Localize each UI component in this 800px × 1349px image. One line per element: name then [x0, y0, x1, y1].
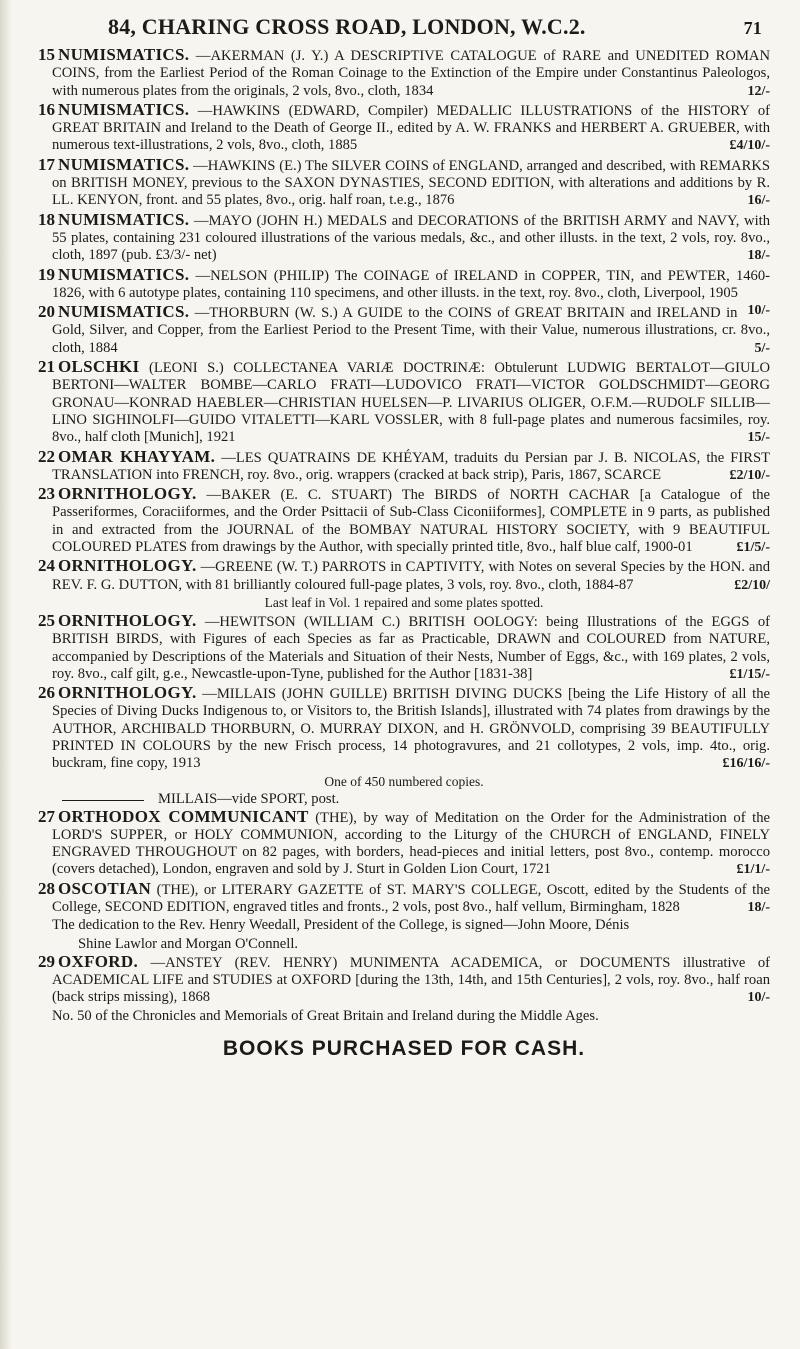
- entry-description: —LES QUATRAINS DE KHÉYAM, traduits du Persian par J. B. NICOLAS, the FIRST TRANSLATION into FRENCH, roy. 8vo., orig. wrappers (cracked at back strip), Paris, 1867, SCARCE: [52, 449, 771, 483]
- running-head: [108, 14, 770, 42]
- entry-description: —HAWKINS (EDWARD, Compiler) MEDALLIC ILLUSTRATIONS of the HISTORY of GREAT BRITAIN and Ireland to the Death of George II., edited by A. W. FRANKS and HERBERT A. GRUEBER, with numerous text-illustrations, 2 vols, 8vo., cloth, 1885: [52, 102, 770, 154]
- entry-description: (THE), by way of Meditation on the Order for the Administration of the LORD'S SUPPER, or HOLY COMMUNION, according to the Liturgy of the CHURCH of ENGLAND, FINELY ENGRAVED THROUGHOUT on 82 pages, with borders, head-pieces and initial letters, post 8vo., contemp. morocco (covers detached), London, engraven and sold by J. Sturt in Golden Lion Court, 1721: [52, 809, 770, 878]
- entry-description: —MILLAIS (JOHN GUILLE) BRITISH DIVING DUCKS [being the Life History of all the Species of Diving Ducks Indigenous to, or Visitors to, the British Islands], illustrated with 74 plates from drawings by the AUTHOR, ARCHIBALD THORBURN, O. MURRAY DIXON, and H. GRÖNVOLD, comprising 39 BEAUTIFULLY PRINTED IN COLOURS by the new Frisch process, 14 photogravures, and 21 collotypes, 2 vols, imp. 4to., orig. buckram, fine copy, 1913: [52, 686, 770, 772]
- entry-number: 22: [38, 446, 55, 466]
- entry-description: —GREENE (W. T.) PARROTS in CAPTIVITY, with Notes on several Species by the HON. and REV. F. G. DUTTON, with 81 brilliantly coloured full-page plates, 3 vols, roy. 8vo., cloth, 1884-87: [52, 559, 770, 593]
- entry-number: 25: [38, 610, 55, 630]
- footer-notice: BOOKS PURCHASED FOR CASH.: [222, 1036, 586, 1060]
- entry-subject: ORNITHOLOGY.: [58, 484, 197, 504]
- entry-number: 23: [38, 484, 55, 504]
- entry-subject: OSCOTIAN: [58, 878, 152, 898]
- entry-price: £1/15/-: [729, 666, 770, 682]
- entry-price: 10/-: [747, 990, 770, 1006]
- catalogue-entry: [38, 211, 770, 265]
- entry-note: One of 450 numbered copies.: [324, 773, 484, 789]
- catalogue-entry: [38, 485, 770, 556]
- entry-number: 16: [38, 99, 55, 119]
- entry-number: 24: [38, 556, 55, 576]
- entry-number: 19: [38, 264, 55, 284]
- catalogue-entry: [38, 448, 770, 485]
- entry-description: —MAYO (JOHN H.) MEDALS and DECORATIONS of the BRITISH ARMY and NAVY, with 55 plates, containing 231 coloured illustrations of the various medals, &c., and other illusts. in the text, 2 vols, roy. 8vo., cloth, 1897 (pub. £3/3/- net): [52, 212, 770, 264]
- entry-note: Last leaf in Vol. 1 repaired and some plates spotted.: [264, 594, 544, 610]
- entry-subject: OLSCHKI: [58, 357, 140, 377]
- entry-subject: NUMISMATICS.: [58, 45, 190, 64]
- entry-price: £2/10/: [734, 577, 770, 593]
- entry-subject: ORNITHOLOGY.: [58, 556, 197, 576]
- entry-note: No. 50 of the Chronicles and Memorials of Great Britain and Ireland during the Middle Ages.: [52, 1007, 599, 1024]
- catalogue-entry: [38, 557, 770, 594]
- entry-note: The dedication to the Rev. Henry Weedall, President of the College, is signed—John Moore, Dénis: [52, 917, 630, 934]
- entry-subject: NUMISMATICS.: [58, 154, 190, 174]
- entry-description: —NELSON (PHILIP) The COINAGE of IRELAND in COPPER, TIN, and PEWTER, 1460-1826, with 6 autotype plates, containing 110 specimens, and other illusts. in the text, roy. 8vo., cloth, Liverpool, 1905: [52, 267, 770, 301]
- entry-subject: ORNITHOLOGY.: [58, 683, 197, 703]
- entry-note: Shine Lawlor and Morgan O'Connell.: [78, 935, 299, 952]
- entry-subject: NUMISMATICS.: [58, 209, 190, 229]
- entry-number: 26: [38, 683, 55, 703]
- entry-price: £1/5/-: [736, 540, 770, 556]
- catalogue-entry: [38, 808, 770, 879]
- catalogue-entry: [38, 684, 770, 772]
- entry-description: (LEONI S.) COLLECTANEA VARIÆ DOCTRINÆ: Obtulerunt LUDWIG BERTALOT—GIULO BERTONI—WALTER BOMBE—CARLO FRATI—LUDOVICO FRATI—VICTOR GOLDSCHMIDT—GEORG GRONAU—KONRAD HAEBLER—CHRISTIAN HUELSEN—P. LIVARIUS OLIGER, O.F.M.—RUDOLF SILLIB—LINO SIGHINOLFI—GUIDO VITALETTI—KARL VOSSLER, with 8 full-page plates and numerous facsimiles, roy. 8vo., half cloth [Munich], 1921: [52, 360, 770, 446]
- page-title: 84, CHARING CROSS ROAD, LONDON, W.C.2.: [108, 14, 586, 39]
- catalogue-entry: [38, 953, 770, 1007]
- entry-price: £4/10/-: [729, 138, 770, 154]
- catalogue-entry: [38, 358, 770, 446]
- entry-number: 27: [38, 806, 55, 826]
- catalogue-entry: [38, 101, 770, 155]
- entries-list: [38, 46, 770, 1025]
- entry-subject: OXFORD.: [58, 951, 139, 971]
- entry-number: 29: [38, 951, 55, 971]
- entry-price: £2/10/-: [729, 467, 770, 483]
- cross-reference: MILLAIS—vide SPORT, post.: [38, 791, 770, 808]
- catalogue-entry: [38, 880, 770, 917]
- entry-description: —BAKER (E. C. STUART) The BIRDS of NORTH CACHAR [a Catalogue of the Passeriformes, Coraciiformes, and the Order Psittacii of Sub-Class Ciconiiformes], COMPLETE in 9 parts, as published in and extracted from the JOURNAL of the BOMBAY NATURAL HISTORY SOCIETY, with 9 BEAUTIFUL COLOURED PLATES from drawings by the Author, with specially printed title, 8vo., half blue calf, 1900-01: [52, 487, 770, 556]
- entry-price: 18/-: [747, 900, 770, 916]
- entry-description: —THORBURN (W. S.) A GUIDE to the COINS of GREAT BRITAIN and IRELAND in Gold, Silver, and Copper, from the Earliest Period to the Present Time, with their Value, numerous illustrations, cr. 8vo., cloth, 1884: [52, 305, 770, 356]
- entry-subject: OMAR KHAYYAM.: [58, 446, 216, 466]
- entry-subject: NUMISMATICS.: [58, 264, 190, 284]
- catalogue-entry: [38, 612, 770, 683]
- entry-subject: ORTHODOX COMMUNICANT: [58, 806, 309, 826]
- entry-description: —AKERMAN (J. Y.) A DESCRIPTIVE CATALOGUE of RARE and UNEDITED ROMAN COINS, from the Earliest Period of the Roman Coinage to the Extinction of the Empire under Constantinus Paleologos, with numerous plates from the originals, 2 vols, 8vo., cloth, 1834: [52, 48, 770, 99]
- catalogue-entry: [38, 156, 770, 210]
- catalogue-entry: [38, 46, 770, 100]
- entry-number: 18: [38, 209, 55, 229]
- entry-subject: NUMISMATICS.: [58, 99, 190, 119]
- entry-description: —HAWKINS (E.) The SILVER COINS of ENGLAND, arranged and described, with REMARKS on BRITISH MONEY, previous to the SAXON DYNASTIES, SECOND EDITION, with alterations and additions by R. LL. KENYON, front. and 55 plates, 8vo., orig. half roan, t.e.g., 1876: [52, 157, 770, 209]
- entry-number: 15: [38, 45, 55, 64]
- entry-number: 20: [38, 302, 55, 322]
- entry-price: 16/-: [747, 193, 770, 209]
- entry-subject: NUMISMATICS.: [58, 302, 190, 322]
- entry-number: 17: [38, 154, 55, 174]
- entry-price: 12/-: [747, 83, 770, 99]
- entry-price: £1/1/-: [736, 862, 770, 878]
- entry-description: —ANSTEY (REV. HENRY) MUNIMENTA ACADEMICA, or DOCUMENTS illustrative of ACADEMICAL LIFE and STUDIES at OXFORD [during the 13th, 14th, and 15th Centuries], 2 vols, roy. 8vo., half roan (back strips missing), 1868: [52, 954, 770, 1006]
- entry-price: 15/-: [747, 430, 770, 446]
- entry-price: £16/16/-: [722, 756, 770, 772]
- catalogue-entry: [38, 303, 770, 357]
- entry-number: 28: [38, 878, 55, 898]
- page-number: 71: [743, 18, 762, 38]
- entry-description: —HEWITSON (WILLIAM C.) BRITISH OOLOGY: being Illustrations of the EGGS of BRITISH BIRDS, with Figures of each Species as far as Practicable, DRAWN and COLOURED from NATURE, accompanied by Descriptions of the Materials and Situation of their Nests, Number of Eggs, &c., with 169 plates, 2 vols, roy. 8vo., calf gilt, g.e., Newcastle-upon-Tyne, published for the Author [1831-38]: [52, 613, 770, 682]
- entry-subject: ORNITHOLOGY.: [58, 610, 197, 630]
- entry-price: 5/-: [754, 340, 770, 356]
- entry-price: 10/-: [747, 303, 770, 319]
- entry-description: (THE), or LITERARY GAZETTE of ST. MARY'S COLLEGE, Oscott, edited by the Students of the College, SECOND EDITION, engraved titles and fronts., 2 vols, post 8vo., half vellum, Birmingham, 1828: [52, 881, 770, 916]
- entry-price: 18/-: [747, 248, 770, 264]
- entry-number: 21: [38, 357, 55, 377]
